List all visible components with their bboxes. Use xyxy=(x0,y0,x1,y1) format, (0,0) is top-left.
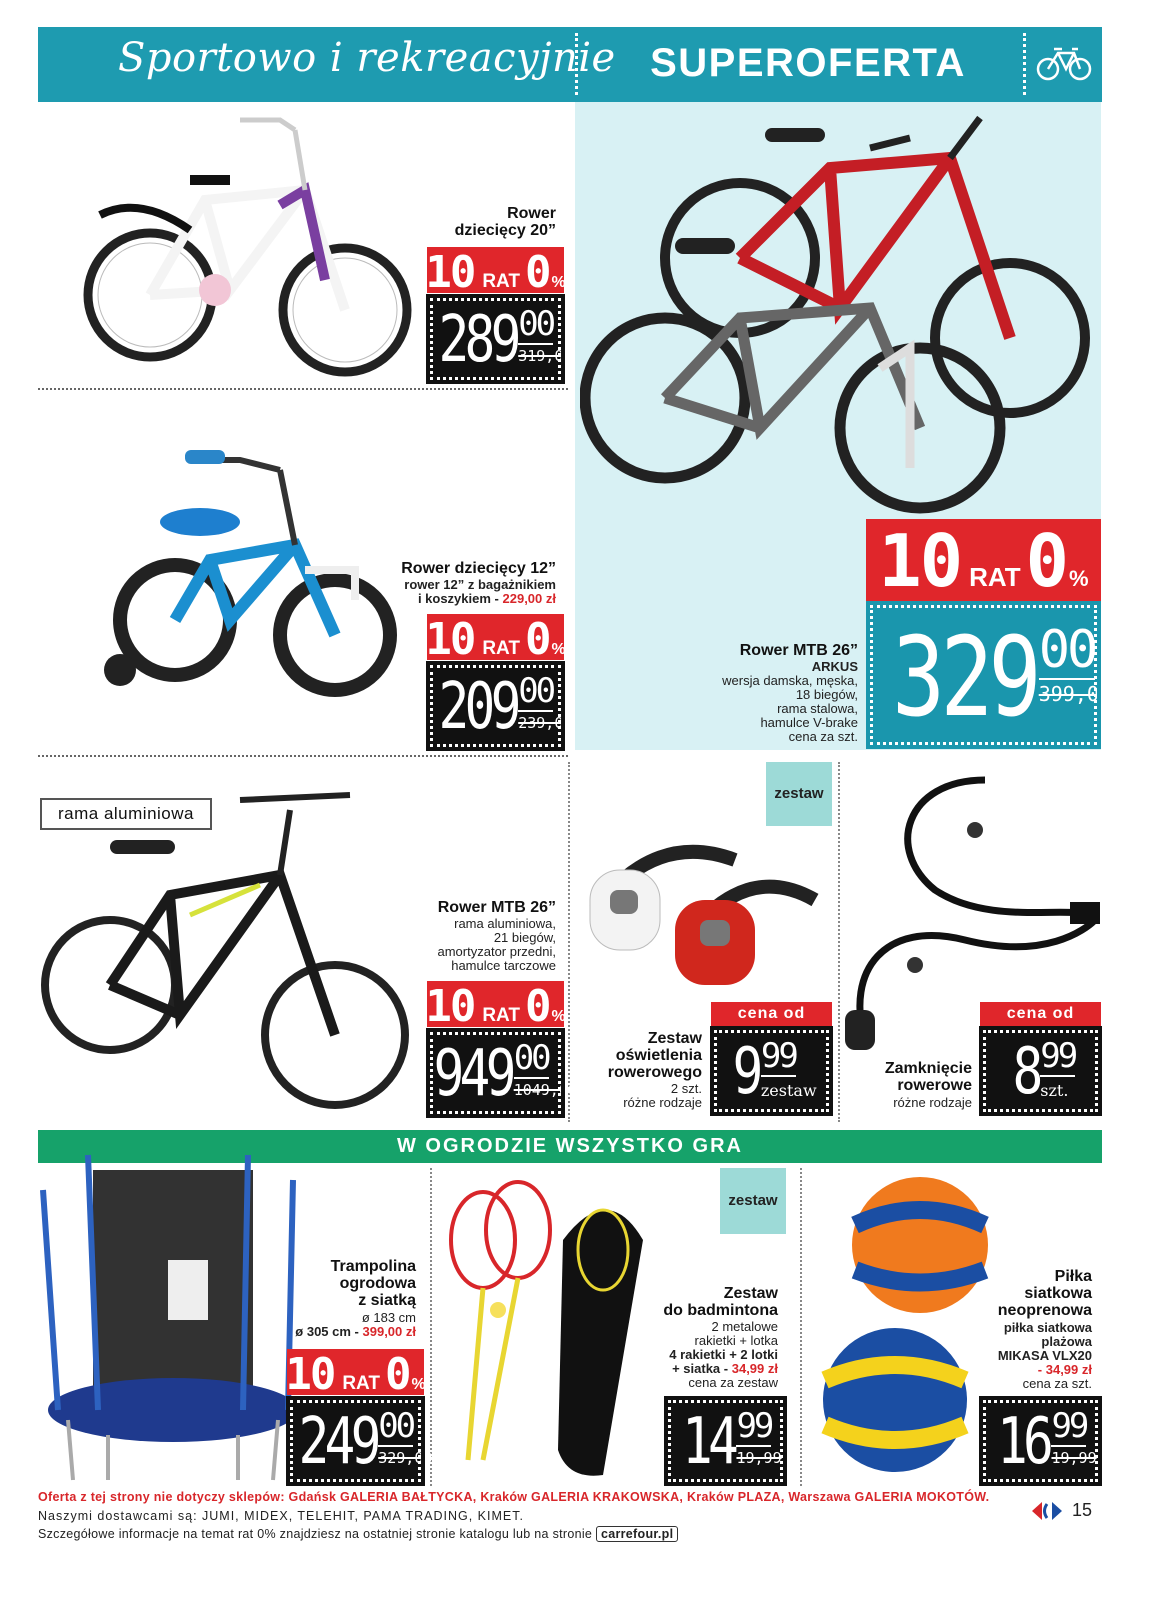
divider xyxy=(575,33,578,95)
product-name: Trampolina ogrodowa z siatką xyxy=(330,1258,416,1309)
section-title: Sportowo i rekreacyjnie xyxy=(118,35,616,81)
store-exclusion-note: Oferta z tej strony nie dotyczy sklepów: Gdańsk GALERIA BAŁTYCKA, Kraków GALERIA KRAKOWSKA, Kraków PLAZA, Warszawa GALERIA MOKOTÓW. xyxy=(38,1490,990,1504)
trampoline-image xyxy=(38,1150,308,1485)
product-description: piłka siatkowa plażowa MIKASA VLX20 - 34,99 zł cena za szt. xyxy=(997,1320,1092,1391)
page-number: 15 xyxy=(1072,1500,1093,1520)
product-description: rower 12” z bagażnikiem i koszykiem - 229,00 zł xyxy=(404,577,556,606)
superoferta-title: SUPEROFERTA xyxy=(650,41,966,85)
kids-bike-20-image xyxy=(80,110,420,380)
product-name: Rower MTB 26” xyxy=(739,642,858,659)
price-tag: 329 00 399,00 xyxy=(870,605,1097,745)
product-description: 2 szt. różne rodzaje xyxy=(623,1081,702,1110)
product-description: ARKUS wersja damska, męska, 18 biegów, rama stalowa, hamulce V-brake cena za szt. xyxy=(722,659,858,744)
bike-lights-image xyxy=(575,820,825,990)
suppliers-note: Naszymi dostawcami są: JUMI, MIDEX, TELEHIT, PAMA TRADING, KIMET. xyxy=(38,1509,524,1523)
set-badge: zestaw xyxy=(766,762,832,826)
installment-badge: 10 RAT 0 % xyxy=(866,519,1101,601)
divider xyxy=(800,1168,802,1486)
bicycle-icon xyxy=(1034,43,1094,83)
carrefour-logo-icon xyxy=(1030,1500,1064,1522)
price-tag: 949 00 1049,00 xyxy=(430,1032,561,1114)
price-tag: 14 99 19,99 xyxy=(668,1400,783,1482)
price-tag: 9 99 zestaw xyxy=(714,1030,829,1112)
divider xyxy=(838,762,840,1122)
price-from-label: cena od xyxy=(711,1002,832,1026)
kids-bike-12-image xyxy=(90,440,400,710)
installment-info-note: Szczegółowe informacje na temat rat 0% znajdziesz na ostatniej stronie katalogu lub na stronie carrefour.pl xyxy=(38,1527,678,1541)
product-name: Zamknięcie rowerowe xyxy=(884,1060,972,1094)
product-name: Zestaw do badmintona xyxy=(663,1285,778,1319)
installment-badge: 10 RAT 0 % xyxy=(425,247,566,298)
product-name: Rower dziecięcy 20” xyxy=(454,205,556,239)
header-bar xyxy=(38,27,1102,102)
price-tag: 8 99 szt. xyxy=(983,1030,1098,1112)
mtb-bikes-image xyxy=(580,108,1090,518)
price-tag: 209 00 239,00 xyxy=(430,665,561,747)
product-name: Rower MTB 26” xyxy=(437,899,556,916)
divider xyxy=(38,755,568,757)
product-description: 2 metalowe rakietki + lotka 4 rakietki + 2 lotki + siatka - 34,99 zł cena za zestaw xyxy=(669,1319,778,1390)
set-badge: zestaw xyxy=(720,1168,786,1234)
divider xyxy=(1023,33,1026,95)
mtb-alu-bike-image xyxy=(40,785,410,1120)
price-from-label: cena od xyxy=(980,1002,1101,1026)
product-name: Piłka siatkowa neoprenowa xyxy=(997,1268,1092,1319)
price-tag: 249 00 329,00 xyxy=(290,1400,421,1482)
product-name: Zestaw oświetlenia rowerowego xyxy=(607,1030,702,1081)
feature-note: rama aluminiowa xyxy=(40,798,212,830)
product-description: ø 183 cm ø 305 cm - 399,00 zł xyxy=(295,1310,416,1339)
product-description: różne rodzaje xyxy=(893,1095,972,1110)
installment-badge: 10 RAT 0 % xyxy=(425,981,566,1032)
installment-badge: 10 RAT 0 % xyxy=(285,1349,426,1400)
installment-badge: 10 RAT 0 % xyxy=(425,614,566,665)
price-tag: 16 99 19,99 xyxy=(983,1400,1098,1482)
divider xyxy=(38,388,568,390)
website-link[interactable]: carrefour.pl xyxy=(596,1526,678,1542)
price-tag: 289 00 319,00 xyxy=(430,298,561,380)
product-description: rama aluminiowa, 21 biegów, amortyzator przedni, hamulce tarczowe xyxy=(437,916,556,973)
product-name: Rower dziecięcy 12” xyxy=(401,560,556,577)
garden-section-title: W OGRODZIE WSZYSTKO GRA xyxy=(38,1130,1102,1163)
